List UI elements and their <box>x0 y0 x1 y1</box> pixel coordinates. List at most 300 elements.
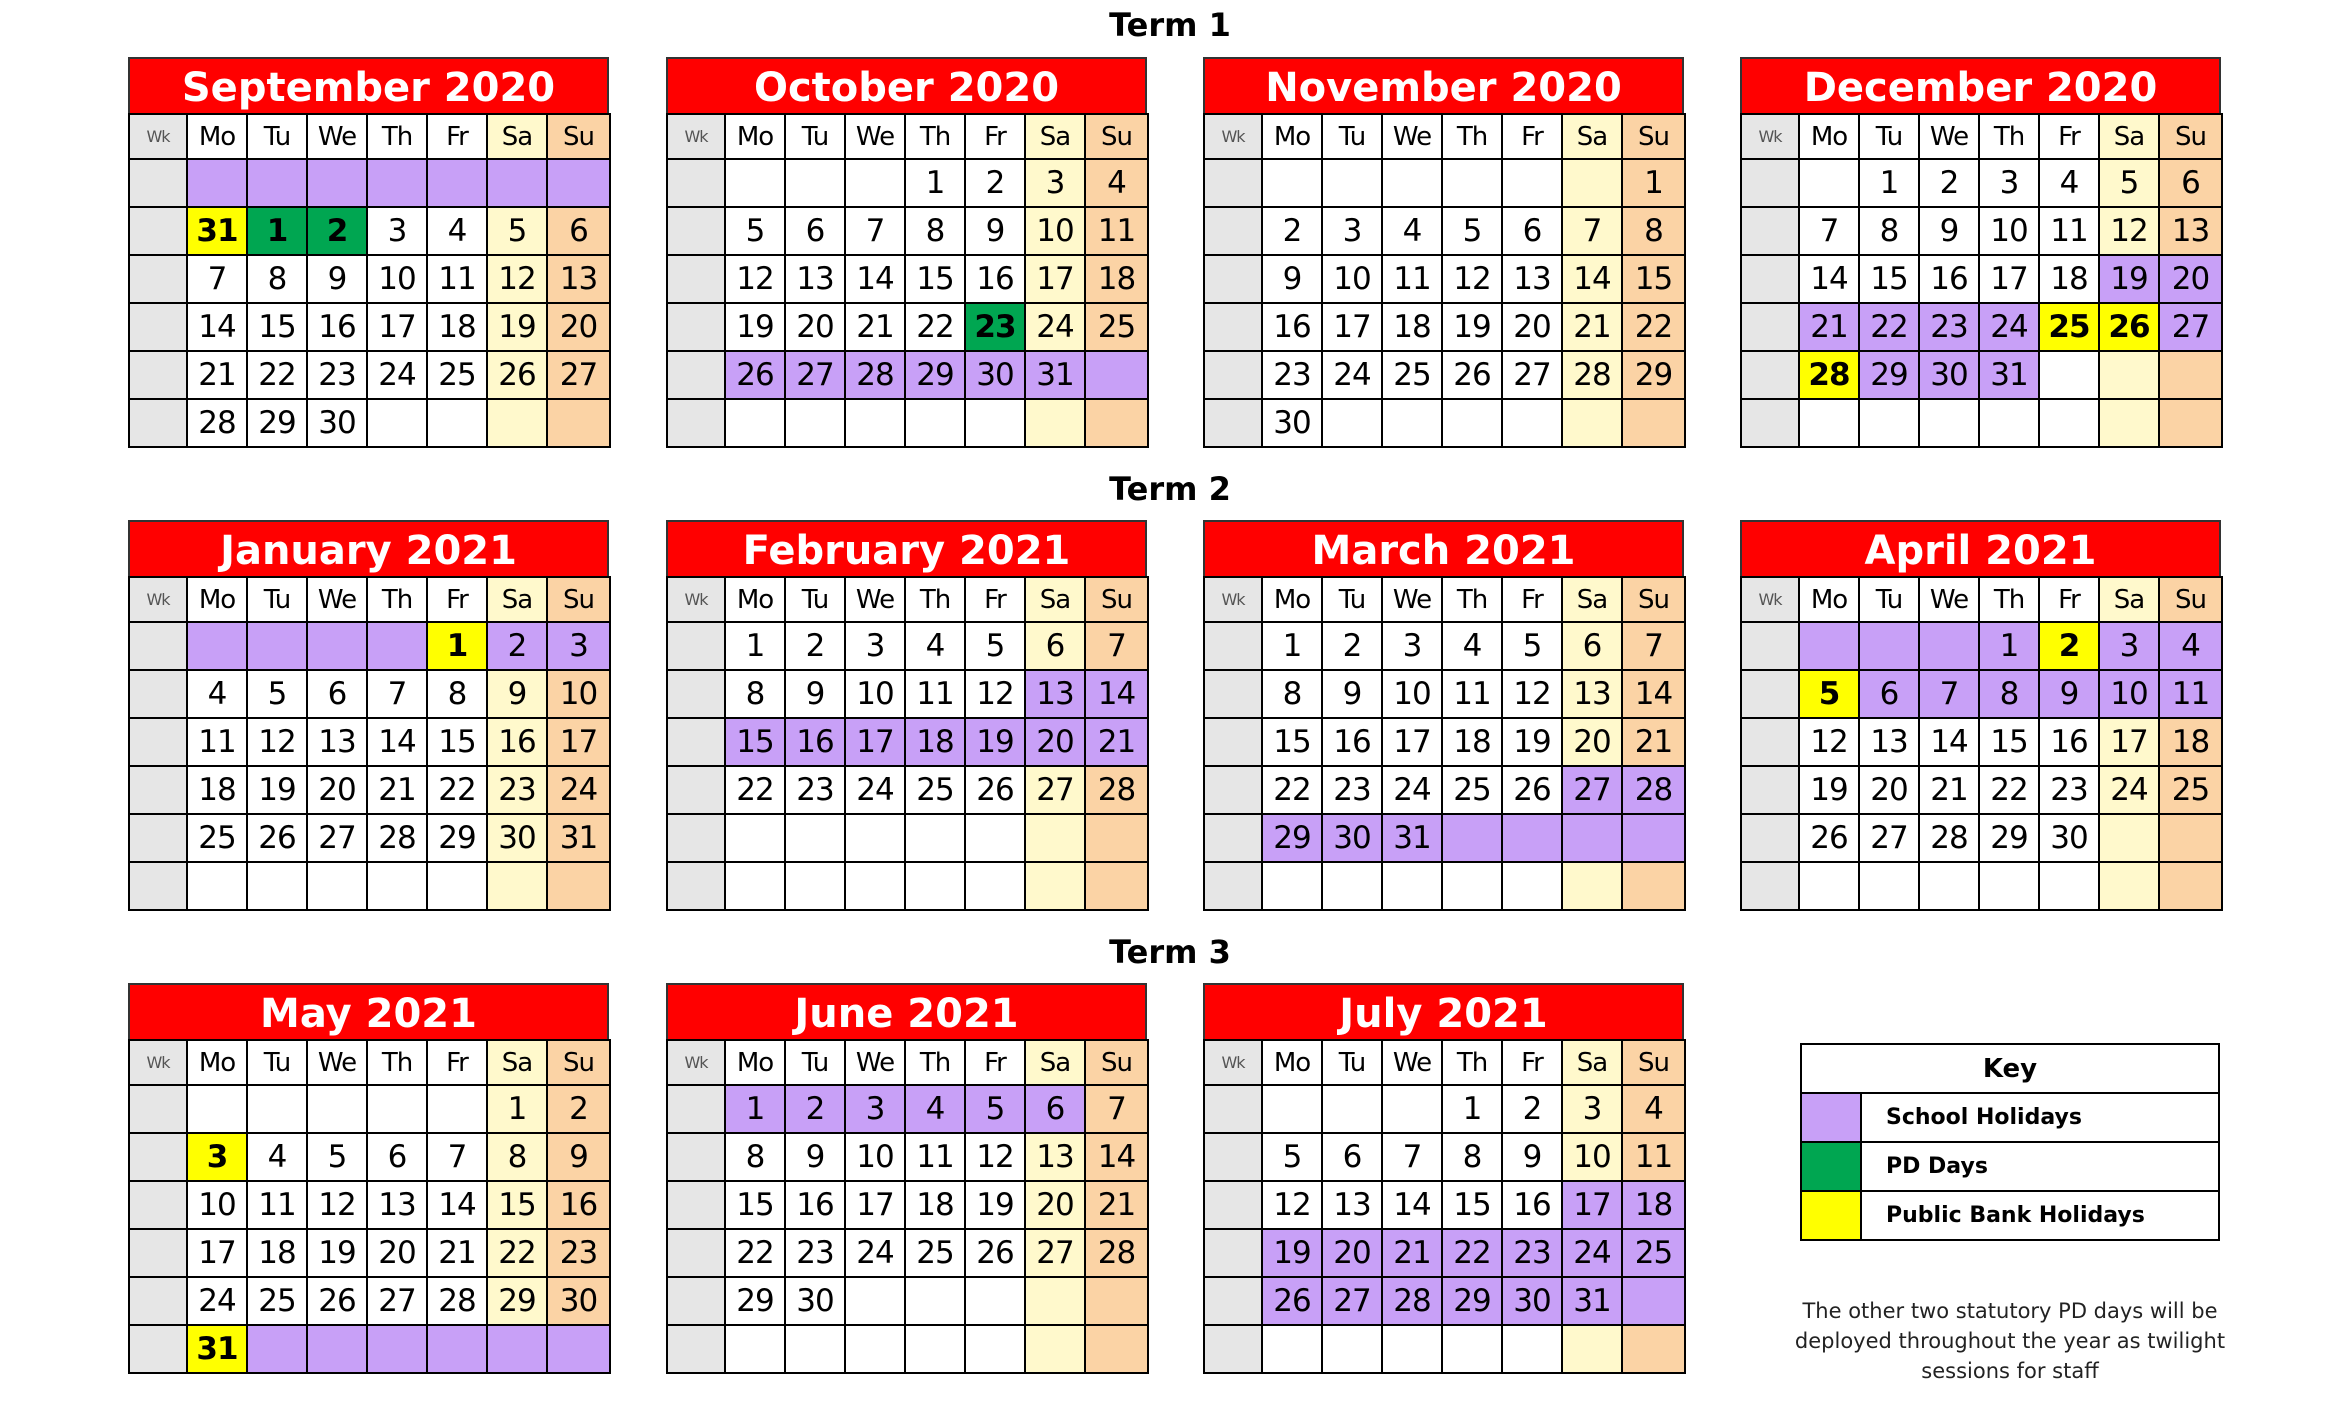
empty-day-cell <box>965 1277 1025 1325</box>
weekday-header: Su <box>547 1040 610 1085</box>
empty-day-cell <box>2039 351 2099 399</box>
day-cell: 12 <box>307 1181 367 1229</box>
day-cell: 14 <box>1382 1181 1442 1229</box>
weekday-header: Th <box>905 1040 965 1085</box>
day-cell: 4 <box>1085 159 1148 207</box>
week-number-cell <box>1741 159 1799 207</box>
day-cell: 4 <box>2039 159 2099 207</box>
weekday-header: Th <box>367 577 427 622</box>
week-number-cell <box>1741 670 1799 718</box>
day-cell: 7 <box>427 1133 487 1181</box>
day-cell: 3 <box>367 207 427 255</box>
week-number-cell <box>1741 399 1799 447</box>
empty-day-cell <box>905 814 965 862</box>
day-cell: 4 <box>1382 207 1442 255</box>
week-number-cell <box>129 718 187 766</box>
day-cell: 8 <box>1979 670 2039 718</box>
day-cell: 14 <box>1085 670 1148 718</box>
day-cell: 13 <box>1502 255 1562 303</box>
empty-day-cell <box>725 862 785 910</box>
weekday-header: Su <box>2159 114 2222 159</box>
day-cell: 30 <box>1262 399 1322 447</box>
day-cell: 14 <box>427 1181 487 1229</box>
weekday-header: Th <box>367 114 427 159</box>
day-cell: 29 <box>427 814 487 862</box>
month-grid <box>128 113 611 448</box>
month-title: February 2021 <box>666 520 1147 576</box>
day-cell: 2 <box>1502 1085 1562 1133</box>
empty-day-cell <box>1442 1325 1502 1373</box>
weekday-header: Mo <box>725 577 785 622</box>
weekday-header: Su <box>1622 114 1685 159</box>
weekday-header: Sa <box>1562 1040 1622 1085</box>
empty-day-cell <box>1382 862 1442 910</box>
day-cell: 12 <box>965 670 1025 718</box>
term-3-heading: Term 3 <box>1109 933 1231 971</box>
day-cell: 13 <box>1562 670 1622 718</box>
empty-day-cell <box>487 862 547 910</box>
empty-day-cell <box>247 1325 307 1373</box>
week-number-cell <box>667 622 725 670</box>
week-number-cell <box>667 670 725 718</box>
day-cell: 21 <box>1085 1181 1148 1229</box>
weekday-header: Sa <box>1025 1040 1085 1085</box>
key-title: Key <box>1801 1044 2219 1093</box>
week-number-cell <box>1204 303 1262 351</box>
empty-day-cell <box>247 159 307 207</box>
weekday-header: Su <box>1622 577 1685 622</box>
empty-day-cell <box>1919 399 1979 447</box>
day-cell: 23 <box>785 766 845 814</box>
day-cell: 1 <box>725 1085 785 1133</box>
day-cell: 6 <box>1502 207 1562 255</box>
day-cell: 10 <box>1562 1133 1622 1181</box>
day-cell: 30 <box>487 814 547 862</box>
day-cell: 4 <box>187 670 247 718</box>
day-cell: 17 <box>845 718 905 766</box>
day-cell: 9 <box>307 255 367 303</box>
day-cell: 7 <box>187 255 247 303</box>
empty-day-cell <box>1442 814 1502 862</box>
day-cell: 24 <box>845 766 905 814</box>
weekday-header: Fr <box>965 1040 1025 1085</box>
day-cell: 30 <box>1919 351 1979 399</box>
weekday-header: Th <box>1442 114 1502 159</box>
day-cell: 17 <box>187 1229 247 1277</box>
day-cell: 30 <box>1502 1277 1562 1325</box>
day-cell: 29 <box>1979 814 2039 862</box>
empty-day-cell <box>1025 1277 1085 1325</box>
empty-day-cell <box>845 862 905 910</box>
day-cell: 10 <box>1322 255 1382 303</box>
empty-day-cell <box>487 1325 547 1373</box>
day-cell: 20 <box>1502 303 1562 351</box>
weekday-header: Fr <box>1502 114 1562 159</box>
day-cell: 14 <box>1085 1133 1148 1181</box>
day-cell: 22 <box>905 303 965 351</box>
day-cell: 16 <box>965 255 1025 303</box>
day-cell: 24 <box>1562 1229 1622 1277</box>
day-cell: 8 <box>725 1133 785 1181</box>
day-cell: 28 <box>1085 1229 1148 1277</box>
day-cell: 29 <box>247 399 307 447</box>
weekday-header: Tu <box>785 114 845 159</box>
weekday-header: Tu <box>1859 577 1919 622</box>
week-number-cell <box>129 303 187 351</box>
weekday-header: We <box>1382 1040 1442 1085</box>
day-cell: 11 <box>427 255 487 303</box>
week-number-cell <box>129 1229 187 1277</box>
day-cell: 20 <box>547 303 610 351</box>
empty-day-cell <box>1442 159 1502 207</box>
day-cell: 3 <box>1382 622 1442 670</box>
day-cell: 28 <box>1622 766 1685 814</box>
empty-day-cell <box>1859 622 1919 670</box>
day-cell: 9 <box>965 207 1025 255</box>
month-title: September 2020 <box>128 57 609 113</box>
day-cell: 7 <box>1622 622 1685 670</box>
month-grid <box>1740 113 2223 448</box>
day-cell: 23 <box>2039 766 2099 814</box>
day-cell: 13 <box>2159 207 2222 255</box>
week-number-cell <box>667 159 725 207</box>
day-cell: 18 <box>247 1229 307 1277</box>
day-cell: 15 <box>1979 718 2039 766</box>
empty-day-cell <box>845 1277 905 1325</box>
empty-day-cell <box>307 862 367 910</box>
day-cell: 14 <box>1919 718 1979 766</box>
empty-day-cell <box>1025 814 1085 862</box>
empty-day-cell <box>547 159 610 207</box>
day-cell: 28 <box>845 351 905 399</box>
day-cell: 6 <box>307 670 367 718</box>
empty-day-cell <box>1442 399 1502 447</box>
empty-day-cell <box>725 1325 785 1373</box>
day-cell: 22 <box>1979 766 2039 814</box>
day-cell: 23 <box>1322 766 1382 814</box>
day-cell: 6 <box>367 1133 427 1181</box>
weekday-header: We <box>845 1040 905 1085</box>
empty-day-cell <box>725 814 785 862</box>
empty-day-cell <box>427 399 487 447</box>
day-cell: 22 <box>487 1229 547 1277</box>
day-cell: 1 <box>487 1085 547 1133</box>
day-cell: 9 <box>487 670 547 718</box>
empty-day-cell <box>1085 351 1148 399</box>
empty-day-cell <box>187 1085 247 1133</box>
calendar-february-2021 <box>666 520 1147 911</box>
empty-day-cell <box>1262 862 1322 910</box>
day-cell: 28 <box>1085 766 1148 814</box>
empty-day-cell <box>247 622 307 670</box>
day-cell: 26 <box>725 351 785 399</box>
day-cell: 6 <box>1322 1133 1382 1181</box>
empty-day-cell <box>1562 1325 1622 1373</box>
weekday-header: Su <box>547 114 610 159</box>
day-cell: 13 <box>307 718 367 766</box>
day-cell: 22 <box>725 1229 785 1277</box>
pd-days-swatch <box>1801 1142 1861 1191</box>
day-cell: 1 <box>1979 622 2039 670</box>
day-cell: 5 <box>2099 159 2159 207</box>
calendar-october-2020 <box>666 57 1147 448</box>
weekday-header: Tu <box>1859 114 1919 159</box>
day-cell: 15 <box>427 718 487 766</box>
empty-day-cell <box>307 159 367 207</box>
day-cell: 6 <box>2159 159 2222 207</box>
day-cell: 19 <box>2099 255 2159 303</box>
day-cell: 8 <box>1262 670 1322 718</box>
day-cell: 1 <box>905 159 965 207</box>
day-cell: 5 <box>965 1085 1025 1133</box>
weekday-header: Su <box>1085 114 1148 159</box>
week-number-cell <box>129 207 187 255</box>
day-cell: 14 <box>845 255 905 303</box>
day-cell: 31 <box>547 814 610 862</box>
day-cell: 9 <box>547 1133 610 1181</box>
day-cell: 24 <box>845 1229 905 1277</box>
weekday-header: Fr <box>1502 577 1562 622</box>
empty-day-cell <box>1502 862 1562 910</box>
empty-day-cell <box>2099 862 2159 910</box>
day-cell: 20 <box>1025 1181 1085 1229</box>
day-cell: 23 <box>965 303 1025 351</box>
day-cell: 3 <box>547 622 610 670</box>
weekday-header: Th <box>1979 114 2039 159</box>
day-cell: 26 <box>307 1277 367 1325</box>
week-number-cell <box>129 766 187 814</box>
empty-day-cell <box>1979 399 2039 447</box>
week-number-cell <box>129 1085 187 1133</box>
week-number-cell <box>129 399 187 447</box>
day-cell: 2 <box>785 1085 845 1133</box>
empty-day-cell <box>307 622 367 670</box>
empty-day-cell <box>307 1085 367 1133</box>
weekday-header: Su <box>2159 577 2222 622</box>
week-number-cell <box>667 1085 725 1133</box>
empty-day-cell <box>785 814 845 862</box>
week-number-cell <box>1741 207 1799 255</box>
day-cell: 16 <box>785 1181 845 1229</box>
day-cell: 25 <box>2039 303 2099 351</box>
day-cell: 19 <box>965 1181 1025 1229</box>
weekday-header: Fr <box>965 114 1025 159</box>
weekday-header: Th <box>367 1040 427 1085</box>
week-number-header: Wk <box>1741 114 1799 159</box>
empty-day-cell <box>1799 399 1859 447</box>
day-cell: 3 <box>845 1085 905 1133</box>
empty-day-cell <box>905 399 965 447</box>
weekday-header: Tu <box>1322 1040 1382 1085</box>
key-legend <box>1800 1043 2220 1241</box>
weekday-header: Mo <box>1262 577 1322 622</box>
empty-day-cell <box>1622 399 1685 447</box>
weekday-header: Tu <box>247 1040 307 1085</box>
day-cell: 3 <box>1562 1085 1622 1133</box>
day-cell: 11 <box>1442 670 1502 718</box>
week-number-cell <box>1741 303 1799 351</box>
day-cell: 19 <box>307 1229 367 1277</box>
week-number-cell <box>129 351 187 399</box>
day-cell: 11 <box>905 670 965 718</box>
week-number-cell <box>1204 814 1262 862</box>
week-number-cell <box>129 670 187 718</box>
month-grid <box>1203 576 1686 911</box>
day-cell: 26 <box>1502 766 1562 814</box>
week-number-header: Wk <box>1204 577 1262 622</box>
day-cell: 27 <box>1025 766 1085 814</box>
day-cell: 11 <box>905 1133 965 1181</box>
day-cell: 29 <box>905 351 965 399</box>
day-cell: 2 <box>1919 159 1979 207</box>
day-cell: 7 <box>1562 207 1622 255</box>
weekday-header: Tu <box>785 577 845 622</box>
day-cell: 17 <box>1979 255 2039 303</box>
day-cell: 30 <box>965 351 1025 399</box>
weekday-header: We <box>307 1040 367 1085</box>
weekday-header: Fr <box>427 114 487 159</box>
empty-day-cell <box>1562 399 1622 447</box>
week-number-header: Wk <box>1741 577 1799 622</box>
day-cell: 8 <box>905 207 965 255</box>
week-number-header: Wk <box>129 1040 187 1085</box>
day-cell: 17 <box>1382 718 1442 766</box>
day-cell: 3 <box>2099 622 2159 670</box>
day-cell: 24 <box>2099 766 2159 814</box>
day-cell: 23 <box>1919 303 1979 351</box>
weekday-header: Mo <box>1262 1040 1322 1085</box>
empty-day-cell <box>427 1085 487 1133</box>
month-grid <box>666 1039 1149 1374</box>
day-cell: 16 <box>785 718 845 766</box>
day-cell: 28 <box>1799 351 1859 399</box>
week-number-cell <box>667 207 725 255</box>
empty-day-cell <box>965 862 1025 910</box>
week-number-header: Wk <box>1204 1040 1262 1085</box>
day-cell: 1 <box>427 622 487 670</box>
day-cell: 30 <box>307 399 367 447</box>
day-cell: 25 <box>1442 766 1502 814</box>
day-cell: 3 <box>1322 207 1382 255</box>
week-number-cell <box>129 1325 187 1373</box>
day-cell: 7 <box>1919 670 1979 718</box>
empty-day-cell <box>547 862 610 910</box>
day-cell: 7 <box>1799 207 1859 255</box>
day-cell: 10 <box>1382 670 1442 718</box>
day-cell: 7 <box>367 670 427 718</box>
day-cell: 18 <box>1085 255 1148 303</box>
empty-day-cell <box>1799 862 1859 910</box>
day-cell: 18 <box>905 1181 965 1229</box>
day-cell: 24 <box>1382 766 1442 814</box>
day-cell: 27 <box>1859 814 1919 862</box>
month-grid <box>1203 1039 1686 1374</box>
day-cell: 3 <box>187 1133 247 1181</box>
day-cell: 1 <box>1859 159 1919 207</box>
day-cell: 22 <box>1622 303 1685 351</box>
calendar-july-2021 <box>1203 983 1684 1374</box>
day-cell: 3 <box>845 622 905 670</box>
day-cell: 5 <box>1442 207 1502 255</box>
day-cell: 19 <box>1262 1229 1322 1277</box>
month-grid <box>1740 576 2223 911</box>
empty-day-cell <box>1979 862 2039 910</box>
weekday-header: Th <box>1979 577 2039 622</box>
day-cell: 29 <box>487 1277 547 1325</box>
calendar-may-2021 <box>128 983 609 1374</box>
day-cell: 12 <box>247 718 307 766</box>
pd-days-label: PD Days <box>1861 1142 2219 1191</box>
empty-day-cell <box>2099 351 2159 399</box>
day-cell: 11 <box>1382 255 1442 303</box>
empty-day-cell <box>1085 814 1148 862</box>
week-number-header: Wk <box>667 114 725 159</box>
weekday-header: Su <box>1085 1040 1148 1085</box>
empty-day-cell <box>1262 159 1322 207</box>
day-cell: 17 <box>547 718 610 766</box>
empty-day-cell <box>1322 862 1382 910</box>
day-cell: 24 <box>1979 303 2039 351</box>
empty-day-cell <box>187 622 247 670</box>
week-number-header: Wk <box>1204 114 1262 159</box>
week-number-cell <box>129 255 187 303</box>
empty-day-cell <box>1502 399 1562 447</box>
day-cell: 15 <box>1262 718 1322 766</box>
weekday-header: We <box>1382 114 1442 159</box>
empty-day-cell <box>1562 814 1622 862</box>
day-cell: 18 <box>905 718 965 766</box>
empty-day-cell <box>1262 1325 1322 1373</box>
week-number-cell <box>667 862 725 910</box>
weekday-header: Fr <box>2039 577 2099 622</box>
day-cell: 4 <box>2159 622 2222 670</box>
day-cell: 3 <box>1979 159 2039 207</box>
day-cell: 25 <box>1622 1229 1685 1277</box>
day-cell: 22 <box>1442 1229 1502 1277</box>
day-cell: 29 <box>1442 1277 1502 1325</box>
empty-day-cell <box>1025 1325 1085 1373</box>
day-cell: 18 <box>2159 718 2222 766</box>
empty-day-cell <box>1502 159 1562 207</box>
day-cell: 7 <box>845 207 905 255</box>
day-cell: 2 <box>965 159 1025 207</box>
day-cell: 10 <box>845 1133 905 1181</box>
day-cell: 4 <box>1442 622 1502 670</box>
day-cell: 28 <box>1562 351 1622 399</box>
weekday-header: Sa <box>1562 114 1622 159</box>
day-cell: 14 <box>187 303 247 351</box>
day-cell: 15 <box>1442 1181 1502 1229</box>
day-cell: 8 <box>1622 207 1685 255</box>
calendar-december-2020 <box>1740 57 2221 448</box>
day-cell: 22 <box>1262 766 1322 814</box>
term-2-heading: Term 2 <box>1109 470 1231 508</box>
week-number-cell <box>1204 1277 1262 1325</box>
day-cell: 9 <box>1919 207 1979 255</box>
day-cell: 26 <box>1442 351 1502 399</box>
day-cell: 19 <box>725 303 785 351</box>
week-number-cell <box>1204 670 1262 718</box>
day-cell: 6 <box>1025 1085 1085 1133</box>
weekday-header: Fr <box>2039 114 2099 159</box>
day-cell: 28 <box>1382 1277 1442 1325</box>
day-cell: 6 <box>1025 622 1085 670</box>
week-number-cell <box>1204 1085 1262 1133</box>
day-cell: 14 <box>367 718 427 766</box>
day-cell: 5 <box>307 1133 367 1181</box>
day-cell: 21 <box>1085 718 1148 766</box>
weekday-header: We <box>1919 114 1979 159</box>
